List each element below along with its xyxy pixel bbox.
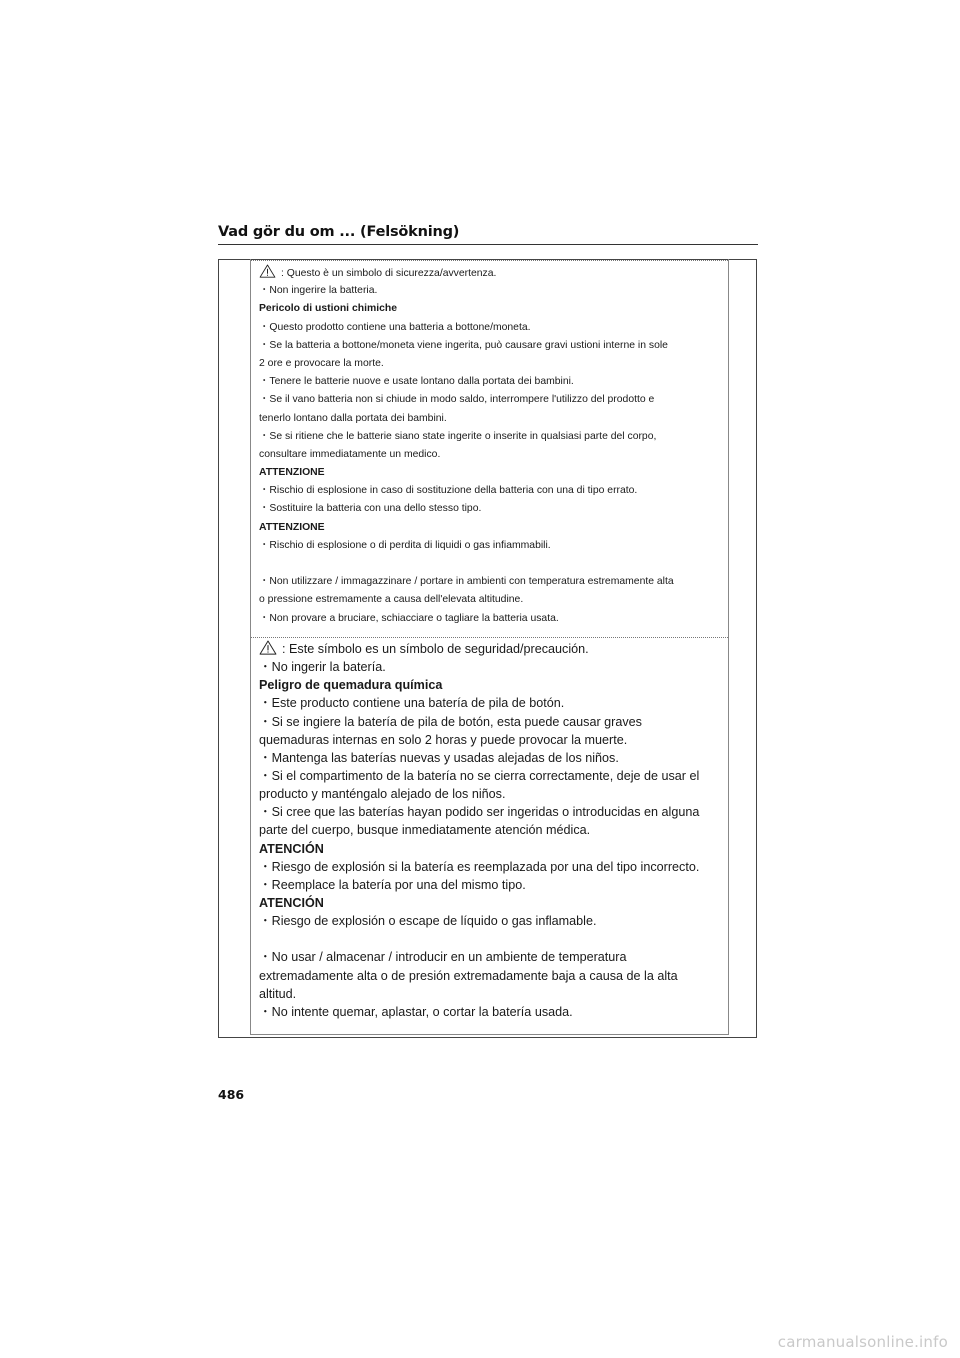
warning-text-line: [259, 948, 725, 966]
warning-heading: [259, 840, 725, 858]
warning-text-line: [259, 337, 725, 355]
line-text: ・Si el compartimento de la batería no se cierra correctamente, deje de usar el: [259, 768, 700, 783]
watermark: carmanualsonline.info: [777, 1333, 948, 1351]
warning-text-line: [259, 446, 725, 464]
line-text: ・Si se ingiere la batería de pila de botón, esta puede causar graves: [259, 714, 642, 729]
line-text: ・No ingerir la batería.: [259, 660, 386, 675]
warning-text-line: [259, 694, 725, 712]
line-text: ・Sostituire la batteria con una dello stesso tipo.: [259, 503, 482, 515]
line-text: altitud.: [259, 986, 297, 1001]
warning-heading: [259, 464, 725, 482]
line-text: ATENCIÓN: [259, 895, 324, 910]
page-number: 486: [218, 1087, 245, 1102]
warning-text-line: [259, 876, 725, 894]
warning-heading: [259, 519, 725, 537]
line-text: ATTENZIONE: [259, 467, 325, 479]
line-text: producto y manténgalo alejado de los niños.: [259, 787, 506, 802]
warning-text-line: [259, 591, 725, 609]
blank-line: [259, 930, 725, 948]
line-text: ・Se la batteria a bottone/moneta viene ingerita, può causare gravi ustioni interne in sole: [259, 339, 668, 351]
line-text: ・Riesgo de explosión o escape de líquido o gas inflamable.: [259, 914, 597, 929]
line-text: o pressione estremamente a causa dell'elevata altitudine.: [259, 594, 524, 606]
warning-text-line: [259, 500, 725, 518]
line-text: quemaduras internas en solo 2 horas y puede provocar la muerte.: [259, 732, 628, 747]
line-text: ATTENZIONE: [259, 521, 325, 533]
line-text: ・Non ingerire la batteria.: [259, 285, 378, 297]
section-dotted-divider: [251, 637, 728, 638]
line-text: ・No intente quemar, aplastar, o cortar la batería usada.: [259, 1004, 573, 1019]
warning-triangle-icon: [259, 640, 277, 660]
line-text: ・Questo prodotto contiene una batteria a bottone/moneta.: [259, 321, 531, 333]
line-text: ・Se si ritiene che le batterie siano state ingerite o inserite in qualsiasi parte del corpo,: [259, 430, 657, 442]
warning-text-line: [259, 355, 725, 373]
warning-text-line: [259, 410, 725, 428]
warning-text-line: [259, 658, 725, 676]
warning-text-line: [259, 282, 725, 300]
warning-text-line: [259, 640, 725, 658]
line-text: ・Reemplace la batería por una del mismo tipo.: [259, 877, 526, 892]
warning-text-line: [259, 713, 725, 731]
line-text: Pericolo di ustioni chimiche: [259, 303, 397, 315]
warning-text-line: [259, 858, 725, 876]
warning-text-line: [259, 428, 725, 446]
warning-text-line: [259, 821, 725, 839]
warning-text-line: [259, 803, 725, 821]
line-text: ・Non provare a bruciare, schiacciare o tagliare la batteria usata.: [259, 612, 559, 624]
line-text: ・Riesgo de explosión si la batería es reemplazada por una del tipo incorrecto.: [259, 859, 700, 874]
warning-text-line: [259, 767, 725, 785]
line-text: ・Mantenga las baterías nuevas y usadas alejadas de los niños.: [259, 750, 619, 765]
line-text: ・Tenere le batterie nuove e usate lontano dalla portata dei bambini.: [259, 376, 574, 388]
warning-heading: [259, 300, 725, 318]
warning-heading: [259, 894, 725, 912]
line-text: : Este símbolo es un símbolo de seguridad/precaución.: [282, 642, 589, 656]
line-text: ・Non utilizzare / immagazzinare / portare in ambienti con temperatura estremamente alta: [259, 576, 674, 588]
warning-text-line: [259, 985, 725, 1003]
warning-heading: [259, 676, 725, 694]
line-text: ・Este producto contiene una batería de pila de botón.: [259, 696, 565, 711]
line-text: ・No usar / almacenar / introducir en un ambiente de temperatura: [259, 950, 627, 965]
line-text: consultare immediatamente un medico.: [259, 448, 441, 460]
top-dotted-divider: [251, 260, 728, 261]
warning-text-line: [259, 264, 725, 282]
warning-text-line: [259, 749, 725, 767]
italian-warning-section: [259, 264, 725, 628]
blank-line: [259, 555, 725, 573]
line-text: Peligro de quemadura química: [259, 678, 443, 693]
spanish-warning-section: [259, 640, 725, 1021]
line-text: tenerlo lontano dalla portata dei bambini.: [259, 412, 447, 424]
line-text: ・Si cree que las baterías hayan podido ser ingeridas o introducidas en alguna: [259, 805, 700, 820]
warning-text-line: [259, 912, 725, 930]
warning-text-line: [259, 1003, 725, 1021]
warning-text-line: [259, 537, 725, 555]
line-text: ATENCIÓN: [259, 841, 324, 856]
warning-text-line: [259, 573, 725, 591]
line-text: 2 ore e provocare la morte.: [259, 357, 384, 369]
warning-text-line: [259, 482, 725, 500]
warning-text-line: [259, 391, 725, 409]
warning-text-line: [259, 967, 725, 985]
warning-text-line: [259, 785, 725, 803]
line-text: parte del cuerpo, busque inmediatamente atención médica.: [259, 823, 591, 838]
warning-text-line: [259, 373, 725, 391]
line-text: ・Rischio di esplosione o di perdita di liquidi o gas infiammabili.: [259, 539, 551, 551]
line-text: extremadamente alta o de presión extremadamente baja a causa de la alta: [259, 968, 678, 983]
line-text: ・Se il vano batteria non si chiude in modo saldo, interrompere l'utilizzo del prodotto e: [259, 394, 655, 406]
header-rule: [218, 244, 758, 245]
page-title: Vad gör du om ... (Felsökning): [218, 224, 460, 240]
warning-text-line: [259, 731, 725, 749]
line-text: : Questo è un simbolo di sicurezza/avvertenza.: [281, 268, 497, 279]
warning-text-line: [259, 610, 725, 628]
line-text: ・Rischio di esplosione in caso di sostituzione della batteria con una di tipo errato.: [259, 485, 638, 497]
warning-text-line: [259, 319, 725, 337]
